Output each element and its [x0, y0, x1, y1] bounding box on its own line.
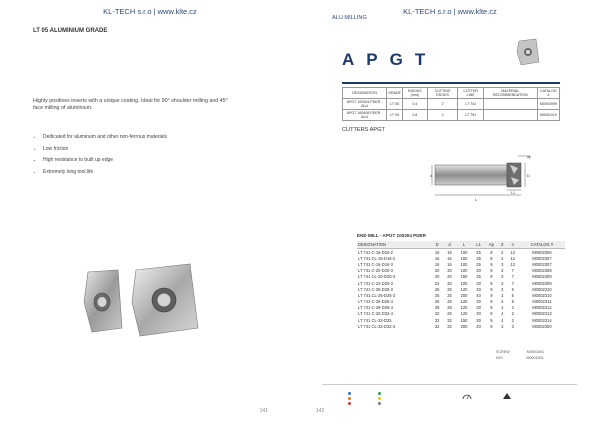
table-cell: 20 — [434, 274, 440, 280]
table-cell: LT 741 C-25-D25-3 — [358, 286, 393, 292]
legend-color-dot — [378, 402, 381, 405]
table-cell: 32 — [434, 311, 440, 317]
screw-code: M0001001 — [526, 350, 545, 354]
table-row — [357, 255, 565, 261]
table-cell — [483, 110, 537, 121]
table-cell: M0002308 — [532, 268, 552, 274]
table-cell: 4 — [501, 311, 504, 317]
table-header: L — [456, 241, 473, 249]
table-cell: 0.8 — [402, 110, 427, 121]
table-cell: 9 — [490, 305, 493, 311]
table-cell: 200 — [460, 292, 468, 298]
table-cell: 20 — [434, 268, 440, 274]
drawing-label-L1: L1 — [511, 191, 515, 195]
table-cell: 150 — [460, 317, 468, 323]
table-cell — [483, 99, 537, 110]
table-cell: 28 — [434, 305, 440, 311]
table-cell: LT 741 CL-16-D16-2 — [358, 255, 396, 261]
table-cell: 16 — [434, 249, 440, 255]
table-cell: M0002310 — [532, 292, 552, 298]
table-row — [357, 292, 565, 298]
table-cell: M0002311 — [532, 299, 552, 305]
feature-list — [33, 134, 167, 180]
table-row — [357, 299, 565, 305]
table-cell: 16 — [447, 249, 452, 255]
table-cell: 9 — [490, 323, 493, 329]
legend-color-dot — [378, 392, 381, 395]
table-row — [343, 99, 560, 110]
table-cell: 9 — [490, 255, 493, 261]
table-cell: M0002306 — [532, 249, 552, 255]
legend-color-dot — [348, 397, 351, 400]
table-cell: M0002314 — [532, 317, 552, 323]
insert-spec-table — [342, 87, 560, 121]
table-cell: M0002309 — [532, 280, 552, 286]
table-cell: LT 751 — [458, 110, 483, 121]
table-cell: 150 — [460, 274, 468, 280]
table-cell: LT 741 C-32-D32-4 — [358, 311, 393, 317]
table-header: CUTTING EDGES — [427, 88, 458, 99]
table-cell: APGT 160408 PDER - ALU — [343, 110, 387, 121]
table-row — [357, 305, 565, 311]
legend-color-dot — [348, 392, 351, 395]
table-header: D — [431, 241, 443, 249]
table-header: d — [443, 241, 455, 249]
table-cell: 16 — [434, 255, 440, 261]
table-cell: LT 05 — [387, 99, 403, 110]
table-cell: 35 — [476, 255, 481, 261]
table-cell: 9 — [490, 261, 493, 267]
table-cell: 20 — [447, 268, 452, 274]
table-cell: 40 — [476, 323, 481, 329]
drawing-label-D: D — [527, 173, 530, 178]
table-row — [343, 110, 560, 121]
table-cell: 3 — [501, 261, 504, 267]
table-cell: 3 — [511, 323, 514, 329]
endmill-title: END MILL - APGT 100304 PDER — [357, 233, 426, 238]
table-cell: 25 — [447, 305, 452, 311]
table-cell: 2 — [511, 311, 514, 317]
drawing-label-ap: ap — [527, 155, 531, 159]
table-cell: LT 741 C-16-D16-2 — [358, 249, 393, 255]
table-cell: 25 — [434, 286, 440, 292]
table-row — [357, 268, 565, 274]
table-cell: 16 — [447, 261, 452, 267]
table-row — [357, 280, 565, 286]
table-cell: 3 — [501, 268, 504, 274]
table-cell: 3 — [501, 286, 504, 292]
table-cell: LT 741 C-16-D16-3 — [358, 261, 393, 267]
table-header: CATALOG # — [519, 241, 565, 249]
table-cell: LT 741 C-22-D20-3 — [358, 280, 393, 286]
category-label: ALU MILLING — [332, 15, 367, 21]
table-cell: 7 — [511, 268, 514, 274]
table-cell: 120 — [460, 311, 468, 317]
cutting-speed-icon — [462, 392, 472, 400]
key-row — [496, 356, 544, 360]
product-title: APGT — [342, 50, 438, 69]
table-cell: 30 — [476, 299, 481, 305]
table-cell: 35 — [476, 274, 481, 280]
table-cell: 5 — [511, 299, 514, 305]
table-cell: 9 — [490, 249, 493, 255]
table-cell: 22 — [434, 280, 440, 286]
table-row — [357, 311, 565, 317]
table-cell: 150 — [460, 255, 468, 261]
table-cell: 2 — [427, 110, 458, 121]
table-cell: 40 — [476, 292, 481, 298]
table-cell: 100 — [460, 249, 468, 255]
table-cell: 7 — [511, 280, 514, 286]
table-cell: 25 — [447, 299, 452, 305]
table-cell: 9 — [490, 292, 493, 298]
table-cell: 20 — [447, 280, 452, 286]
feature-item: • Low friction — [43, 146, 167, 152]
table-cell: 9 — [490, 299, 493, 305]
table-cell: 25 — [434, 292, 440, 298]
table-cell: 16 — [434, 261, 440, 267]
table-cell: 4 — [501, 305, 504, 311]
table-cell: 3 — [501, 292, 504, 298]
table-cell: 32 — [447, 323, 452, 329]
endmill-table — [357, 241, 565, 329]
table-cell: 25 — [447, 292, 452, 298]
table-cell: 7 — [511, 274, 514, 280]
table-header: DESIGNATION — [343, 88, 387, 99]
grade-description: Highly positives inserts with a unique coating. Ideal for 90° shoulder milling and 45° face milling of aluminium. — [33, 98, 228, 111]
table-cell: 30 — [476, 311, 481, 317]
table-cell: 20 — [447, 274, 452, 280]
table-header: DESIGNATION — [357, 241, 431, 249]
table-cell: 100 — [460, 280, 468, 286]
table-cell: 100 — [460, 268, 468, 274]
table-row — [357, 323, 565, 329]
table-cell: 4 — [501, 299, 504, 305]
table-cell: M0003999 — [537, 99, 559, 110]
table-cell: LT 741 CL-20-D20-3 — [358, 274, 396, 280]
table-cell: 30 — [476, 305, 481, 311]
table-header: RADIUS (mm) — [402, 88, 427, 99]
table-cell: 9 — [490, 274, 493, 280]
table-cell: 4 — [501, 317, 504, 323]
legend-color-dot — [378, 397, 381, 400]
table-cell: 3 — [501, 323, 504, 329]
table-cell: 25 — [447, 286, 452, 292]
table-cell: 9 — [490, 317, 493, 323]
table-cell: 120 — [460, 286, 468, 292]
table-cell: LT 741 CL-32-D32-3 — [358, 323, 396, 329]
table-cell: 9 — [490, 268, 493, 274]
table-header: GRADE — [387, 88, 403, 99]
table-cell: 2 — [511, 305, 514, 311]
table-cell: 25 — [447, 311, 452, 317]
table-cell: LT 05 — [387, 110, 403, 121]
cutter-drawing — [430, 150, 535, 210]
table-cell: 25 — [434, 299, 440, 305]
table-cell: 9 — [490, 286, 493, 292]
table-cell: APGT 100304 PDER - ALU — [343, 99, 387, 110]
table-cell: 12 — [510, 255, 515, 261]
feature-item: • Extremely long tool life — [43, 169, 167, 175]
table-cell: LT 741 C-28-D25-4 — [358, 305, 393, 311]
table-header: MATERIAL RECOMMENDATION — [483, 88, 537, 99]
table-row — [357, 274, 565, 280]
table-cell: 12 — [510, 261, 515, 267]
table-cell: 25 — [476, 261, 481, 267]
table-header-row — [357, 241, 565, 249]
table-cell: 3 — [501, 280, 504, 286]
grade-title: LT 05 ALUMINIUM GRADE — [33, 28, 108, 34]
right-page-header: KL-TECH s.r.o | www.klte.cz — [403, 7, 497, 16]
drawing-label-L: L — [475, 197, 478, 202]
table-cell: LT 741 CL-25-D25-3 — [358, 292, 396, 298]
key-code: M0001001 — [526, 356, 544, 360]
feature-item: • Dedicated for aluminum and other non-ferrous materials — [43, 134, 167, 140]
table-cell: 120 — [460, 305, 468, 311]
screw-row — [496, 350, 544, 354]
table-cell: LT 741 CL-32-D25 — [358, 317, 392, 323]
table-cell: M0002307 — [532, 255, 552, 261]
table-cell: 2 — [511, 317, 514, 323]
feed-icon — [502, 392, 512, 400]
legend-strip — [300, 384, 600, 424]
title-underline — [342, 82, 560, 84]
key-label: KEY — [496, 356, 504, 360]
table-header: Z — [498, 241, 507, 249]
table-cell: 30 — [476, 280, 481, 286]
table-cell: 30 — [476, 268, 481, 274]
table-cell: M0002313 — [532, 311, 552, 317]
table-cell: M0002309 — [532, 274, 552, 280]
table-header: Ap — [485, 241, 498, 249]
table-cell: 0.4 — [402, 99, 427, 110]
cutters-label: CUTTERS APGT — [342, 127, 385, 133]
table-cell: 9 — [490, 311, 493, 317]
table-cell: 200 — [460, 323, 468, 329]
table-cell: 32 — [447, 317, 452, 323]
left-page-header: KL-TECH s.r.o | www.klte.cz — [103, 7, 197, 16]
table-cell: LT 741 C-20-D20-3 — [358, 268, 393, 274]
table-cell: LT 741 C-25-D25-4 — [358, 299, 393, 305]
table-cell: 32 — [434, 317, 440, 323]
table-cell: 12 — [510, 249, 515, 255]
table-cell: M0002300 — [532, 323, 552, 329]
table-cell: 32 — [434, 323, 440, 329]
table-cell: 30 — [476, 286, 481, 292]
feature-item: • High resistance to built up edge — [43, 157, 167, 163]
table-cell: M0002312 — [532, 305, 552, 311]
table-header: n — [507, 241, 519, 249]
table-cell: 16 — [447, 255, 452, 261]
table-row — [357, 286, 565, 292]
table-cell: 2 — [427, 99, 458, 110]
legend-color-dot — [348, 402, 351, 405]
table-cell: 5 — [511, 286, 514, 292]
table-header-row — [343, 88, 560, 99]
screw-label: SCREW — [496, 350, 510, 354]
apgt-insert-image — [516, 38, 540, 66]
table-cell: 3 — [501, 274, 504, 280]
table-cell: 100 — [460, 261, 468, 267]
table-cell: 5 — [511, 292, 514, 298]
insert-image-small — [82, 268, 124, 334]
left-page-number: 141 — [259, 408, 268, 414]
table-cell: M0002307 — [532, 261, 552, 267]
table-cell: 2 — [501, 255, 504, 261]
table-cell: LT 741 — [458, 99, 483, 110]
drawing-label-d: d — [430, 173, 433, 178]
table-row — [357, 261, 565, 267]
table-cell: M0002310 — [532, 286, 552, 292]
insert-image-large — [130, 262, 200, 338]
table-cell: 25 — [476, 249, 481, 255]
table-cell: 9 — [490, 280, 493, 286]
table-header: L1 — [472, 241, 484, 249]
table-cell: M0001010 — [537, 110, 559, 121]
table-cell: 30 — [476, 317, 481, 323]
right-page — [300, 0, 600, 424]
table-cell: 2 — [501, 249, 504, 255]
table-header: CUTTER LINE — [458, 88, 483, 99]
table-row — [357, 317, 565, 323]
right-page-number: 142 — [316, 408, 325, 414]
table-cell: 120 — [460, 299, 468, 305]
table-row — [357, 249, 565, 256]
table-header: CATALOG # — [537, 88, 559, 99]
